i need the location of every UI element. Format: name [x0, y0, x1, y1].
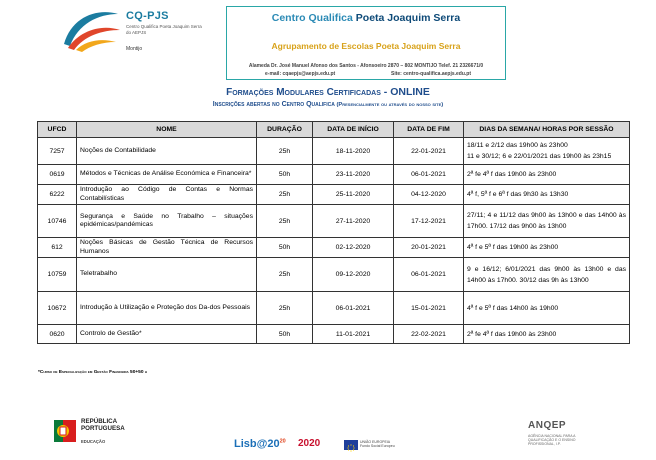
republica-line2: PORTUGUESA	[81, 425, 125, 432]
address: Alameda Dr. José Manuel Afonso dos Santos - Afonsoeiro 2870 – 802 MONTIJO Telef. 21 2326671/0	[248, 63, 484, 69]
schedule-line: 9 e 16/12; 6/01/2021 das 9h00 às 13h00 e das 14h00 às 17h00. 30/12 das 9h às 13h00	[467, 265, 626, 284]
republica-logo	[54, 416, 144, 450]
cell-days	[464, 325, 630, 344]
cell-days	[464, 258, 630, 292]
schedule-line: 4ª f, 5ª f e 6ª f das 9h30 às 13h30	[467, 191, 569, 198]
republica-education: EDUCAÇÃO	[81, 439, 106, 444]
lisboa-sup: 20	[279, 438, 286, 445]
cell-name: Introdução à Utilização e Proteção dos Da-dos Pessoais	[77, 292, 257, 325]
header-box	[226, 6, 506, 80]
schedule-line: 11 e 30/12; 6 e 22/01/2021 das 19h00 às 23h15	[467, 153, 612, 160]
header-end: DATA DE FIM	[394, 122, 464, 138]
cell-end-date: 15-01-2021	[394, 292, 464, 325]
cell-name: Controlo de Gestão*	[77, 325, 257, 344]
cell-start-date: 06-01-2021	[313, 292, 394, 325]
cell-end-date: 06-01-2021	[394, 258, 464, 292]
portugal-2020-logo	[298, 438, 320, 449]
footnote: *Curso de Especialização em Gestão Financeira 50+50 h	[38, 370, 147, 375]
cell-duration: 25h	[257, 185, 313, 205]
lisboa-2020-logo	[234, 438, 286, 450]
schedule-line: 27/11; 4 e 11/12 das 9h00 às 13h00 e das 14h00 às 17h00. 17/12 das 9h00 às 13h00	[467, 212, 626, 230]
table-row	[38, 138, 630, 165]
cell-name: Métodos e Técnicas de Análise Económica e Financeira*	[77, 165, 257, 185]
cell-start-date: 23-11-2020	[313, 165, 394, 185]
schedule-line: 4ª f e 5ª f das 19h00 às 23h00	[467, 244, 559, 251]
courses-table	[37, 121, 630, 344]
table-row	[38, 205, 630, 238]
cell-start-date: 25-11-2020	[313, 185, 394, 205]
republica-text	[81, 418, 125, 432]
cell-start-date: 27-11-2020	[313, 205, 394, 238]
cell-ufcd: 10746	[38, 205, 77, 238]
cell-duration: 25h	[257, 205, 313, 238]
schedule-line: 18/11 e 2/12 das 19h00 às 23h00	[467, 142, 568, 149]
table-row	[38, 325, 630, 344]
cell-start-date: 11-01-2021	[313, 325, 394, 344]
center-title	[227, 12, 505, 24]
coat-of-arms-icon	[54, 416, 78, 446]
subtitle-main: Inscrições abertas no Centro Qualifica	[212, 101, 335, 108]
table-row	[38, 165, 630, 185]
schedule-line: 2ª fe 4ª f das 19h00 às 23h00	[467, 330, 557, 338]
cell-duration: 25h	[257, 138, 313, 165]
email: e-mail: cqaepjs@aepjs.edu.pt	[265, 71, 336, 77]
cell-duration: 50h	[257, 325, 313, 344]
swoosh-logo-icon	[58, 4, 122, 54]
cell-ufcd: 0620	[38, 325, 77, 344]
cell-duration: 25h	[257, 258, 313, 292]
logo-subtitle: Centro Qualifica Poeta Joaquim Serra do AEPJS	[126, 24, 202, 35]
schedule-line: 4ª f e 5ª f das 14h00 às 19h00	[467, 304, 559, 312]
cell-start-date: 02-12-2020	[313, 238, 394, 258]
cell-ufcd: 10759	[38, 258, 77, 292]
cell-duration: 50h	[257, 238, 313, 258]
cell-ufcd: 0619	[38, 165, 77, 185]
cell-end-date: 22-02-2021	[394, 325, 464, 344]
school-name: Agrupamento de Escolas Poeta Joaquim Serra	[271, 41, 461, 51]
cell-days	[464, 185, 630, 205]
cell-days	[464, 165, 630, 185]
header-duration: DURAÇÃO	[257, 122, 313, 138]
cell-days	[464, 205, 630, 238]
cell-days	[464, 292, 630, 325]
eu-stars-icon	[344, 443, 358, 453]
main-title-online: - ONLINE	[380, 86, 430, 98]
logo-city: Montijo	[126, 46, 143, 52]
cell-ufcd: 612	[38, 238, 77, 258]
table-header-row	[38, 122, 630, 138]
cell-start-date: 09-12-2020	[313, 258, 394, 292]
eu-label: UNIÃO EUROPEIA Fundo Social Europeu	[360, 440, 395, 448]
cell-name: Noções Básicas de Gestão Técnica de Recursos Humanos	[77, 238, 257, 258]
republica-line1: REPÚBLICA	[81, 418, 118, 425]
header-ufcd: UFCD	[38, 122, 77, 138]
table-row	[38, 185, 630, 205]
cell-end-date: 04-12-2020	[394, 185, 464, 205]
center-title-bold: Poeta Joaquim Serra	[355, 12, 461, 24]
anqep-logo: ANQEP	[528, 420, 567, 431]
table-row	[38, 292, 630, 325]
cell-name: Noções de Contabilidade	[77, 138, 257, 165]
p2020-text: 2020	[298, 438, 321, 449]
cell-ufcd: 10672	[38, 292, 77, 325]
cell-end-date: 06-01-2021	[394, 165, 464, 185]
cell-ufcd: 6222	[38, 185, 77, 205]
eu-flag-icon	[344, 440, 358, 450]
schedule-line: 2ª fe 4ª f das 19h00 às 23h00	[467, 171, 557, 178]
subtitle-paren: (Presencialmente ou através do nosso site)	[334, 102, 444, 108]
cell-name: Segurança e Saúde no Trabalho – situações epidémicas/pandémicas	[77, 205, 257, 238]
table-row	[38, 238, 630, 258]
subtitle	[0, 101, 656, 108]
cell-duration: 25h	[257, 292, 313, 325]
header-name: NOME	[77, 122, 257, 138]
cell-ufcd: 7257	[38, 138, 77, 165]
header-days: DIAS DA SEMANA/ HORAS POR SESSÃO	[464, 122, 630, 138]
cell-days	[464, 138, 630, 165]
anqep-subtitle: AGÊNCIA NACIONAL PARA A QUALIFICAÇÃO E O ENSINO PROFISSIONAL, I.P.	[528, 434, 576, 447]
table-row	[38, 258, 630, 292]
main-title-caps: Formações Modulares Certificadas	[226, 87, 381, 98]
cell-days	[464, 238, 630, 258]
header-start: DATA DE INÍCIO	[313, 122, 394, 138]
site: Site: centro-qualifica.aepjs.edu.pt	[391, 71, 472, 77]
cell-end-date: 22-01-2021	[394, 138, 464, 165]
cell-end-date: 17-12-2021	[394, 205, 464, 238]
cell-name: Teletrabalho	[77, 258, 257, 292]
cell-end-date: 20-01-2021	[394, 238, 464, 258]
cq-pjs-logo	[58, 4, 218, 56]
center-title-light: Centro Qualifica	[271, 12, 353, 24]
cell-name: Introdução ao Código de Contas e Normas Contabilísticas	[77, 185, 257, 205]
lisboa-text: Lisb@20	[234, 438, 280, 450]
main-title	[0, 86, 656, 98]
cell-duration: 50h	[257, 165, 313, 185]
logo-title: CQ-PJS	[126, 10, 169, 22]
cell-start-date: 18-11-2020	[313, 138, 394, 165]
